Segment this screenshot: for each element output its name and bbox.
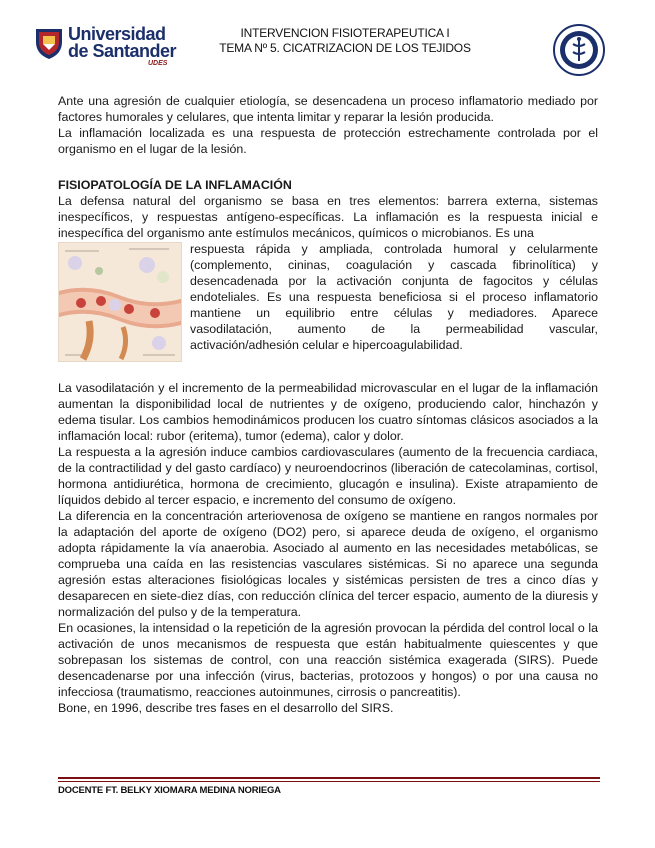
page-header	[0, 0, 655, 80]
shield-icon	[34, 26, 64, 60]
faculty-seal-icon	[553, 24, 605, 76]
document-title	[190, 26, 500, 56]
university-name-line1: Universidad	[68, 24, 166, 44]
university-logo	[34, 22, 177, 72]
title-line1: INTERVENCION FISIOTERAPEUTICA I	[240, 26, 450, 40]
inflammation-illustration	[58, 242, 182, 362]
university-name-line2: de Santander	[68, 41, 177, 61]
document-body	[58, 93, 598, 716]
blood-vessel-image	[59, 243, 181, 361]
footer-divider	[58, 777, 600, 782]
respuesta-paragraph: La respuesta a la agresión induce cambios cardiovasculares (aumento de la frecuencia cardiaca, de la contractilidad y del gasto cardíaco) y neuroendocrinos (liberación de catecolaminas, cortisol, hormona antidiurética, hormona de crecimiento, glucagón e insulina). Existe atrapamiento de líquidos debido al tercer espacio, e incremento del consumo de oxígeno.	[58, 445, 598, 507]
fisiopatologia-paragraph-b: respuesta rápida y ampliada, controlada humoral y celularmente (complemento, cininas, coagulación y cascada fibrinolítica) y desencadenada por la activación conjunta de fagocitos y células endoteliales. Es una respuesta beneficiosa si el proceso inflamatorio mantiene un equilibrio entre células y mediadores. Aparece vasodilatación, aumento de la permeabilidad vascular, activación/adhesión celular e hipercoagulabilidad.	[190, 242, 598, 352]
intro-paragraph-1: Ante una agresión de cualquier etiología, se desencadena un proceso inflamatorio mediado por factores humorales y celulares, que intenta limitar y reparar la lesión producida.	[58, 94, 598, 124]
university-abbr: UDES	[148, 60, 168, 67]
ocasiones-paragraph: En ocasiones, la intensidad o la repetición de la agresión provocan la pérdida del control local o la activación de unos mecanismos de respuesta que están habitualmente quiescentes y que sobrepasan los sistemas de control, con una reacción sistémica exagerada (SIRS). Puede desencadenarse por una infección (virus, bacterias, protozoos y hongos) o por una causa no infecciosa (traumatismo, reacciones autoinmunes, cirrosis o pancreatitis).	[58, 621, 598, 699]
fisiopatologia-paragraph-a: La defensa natural del organismo se basa en tres elementos: barrera externa, sistemas inespecíficos, y respuestas antígeno-específicas. La inflamación es la respuesta inicial e inespecífica del organismo ante estímulos mecánicos, químicos o microbianos. Es una	[58, 194, 598, 240]
vasodilatacion-paragraph: La vasodilatación y el incremento de la permeabilidad microvascular en el lugar de la inflamación aumentan la disponibilidad local de nutrientes y de oxígeno, produciendo calor, hinchazón y edema tisular. Los cambios hemodinámicos producen los cuatro síntomas clásicos asociados a la inflamación local: rubor (eritema), tumor (edema), calor y dolor.	[58, 381, 598, 443]
intro-paragraph-2: La inflamación localizada es una respuesta de protección estrechamente controlada por el organismo en el lugar de la lesión.	[58, 126, 598, 156]
section-title: FISIOPATOLOGÍA DE LA INFLAMACIÓN	[58, 178, 292, 192]
diferencia-paragraph: La diferencia en la concentración arteriovenosa de oxígeno se mantiene en rangos normales por la adaptación del aporte de oxígeno (DO2) pero, si aparece deuda de oxígeno, el organismo adopta rápidamente la vía anaerobia. Asociado al aumento en las necesidades metabólicas, se comprueba una caída en las resistencias vasculares sistémicas. Si no aparece una segunda agresión estas alteraciones fisiológicas locales y sistémicas persisten de tres a cinco días y desaparecen en siete-diez días, con reducción clínica del tercer espacio, aumento de la diuresis y normalización del pulso y de la temperatura.	[58, 509, 598, 619]
bone-paragraph: Bone, en 1996, describe tres fases en el desarrollo del SIRS.	[58, 701, 394, 715]
footer-teacher: DOCENTE FT. BELKY XIOMARA MEDINA NORIEGA	[58, 785, 281, 796]
title-line2: TEMA Nº 5. CICATRIZACION DE LOS TEJIDOS	[219, 41, 471, 55]
